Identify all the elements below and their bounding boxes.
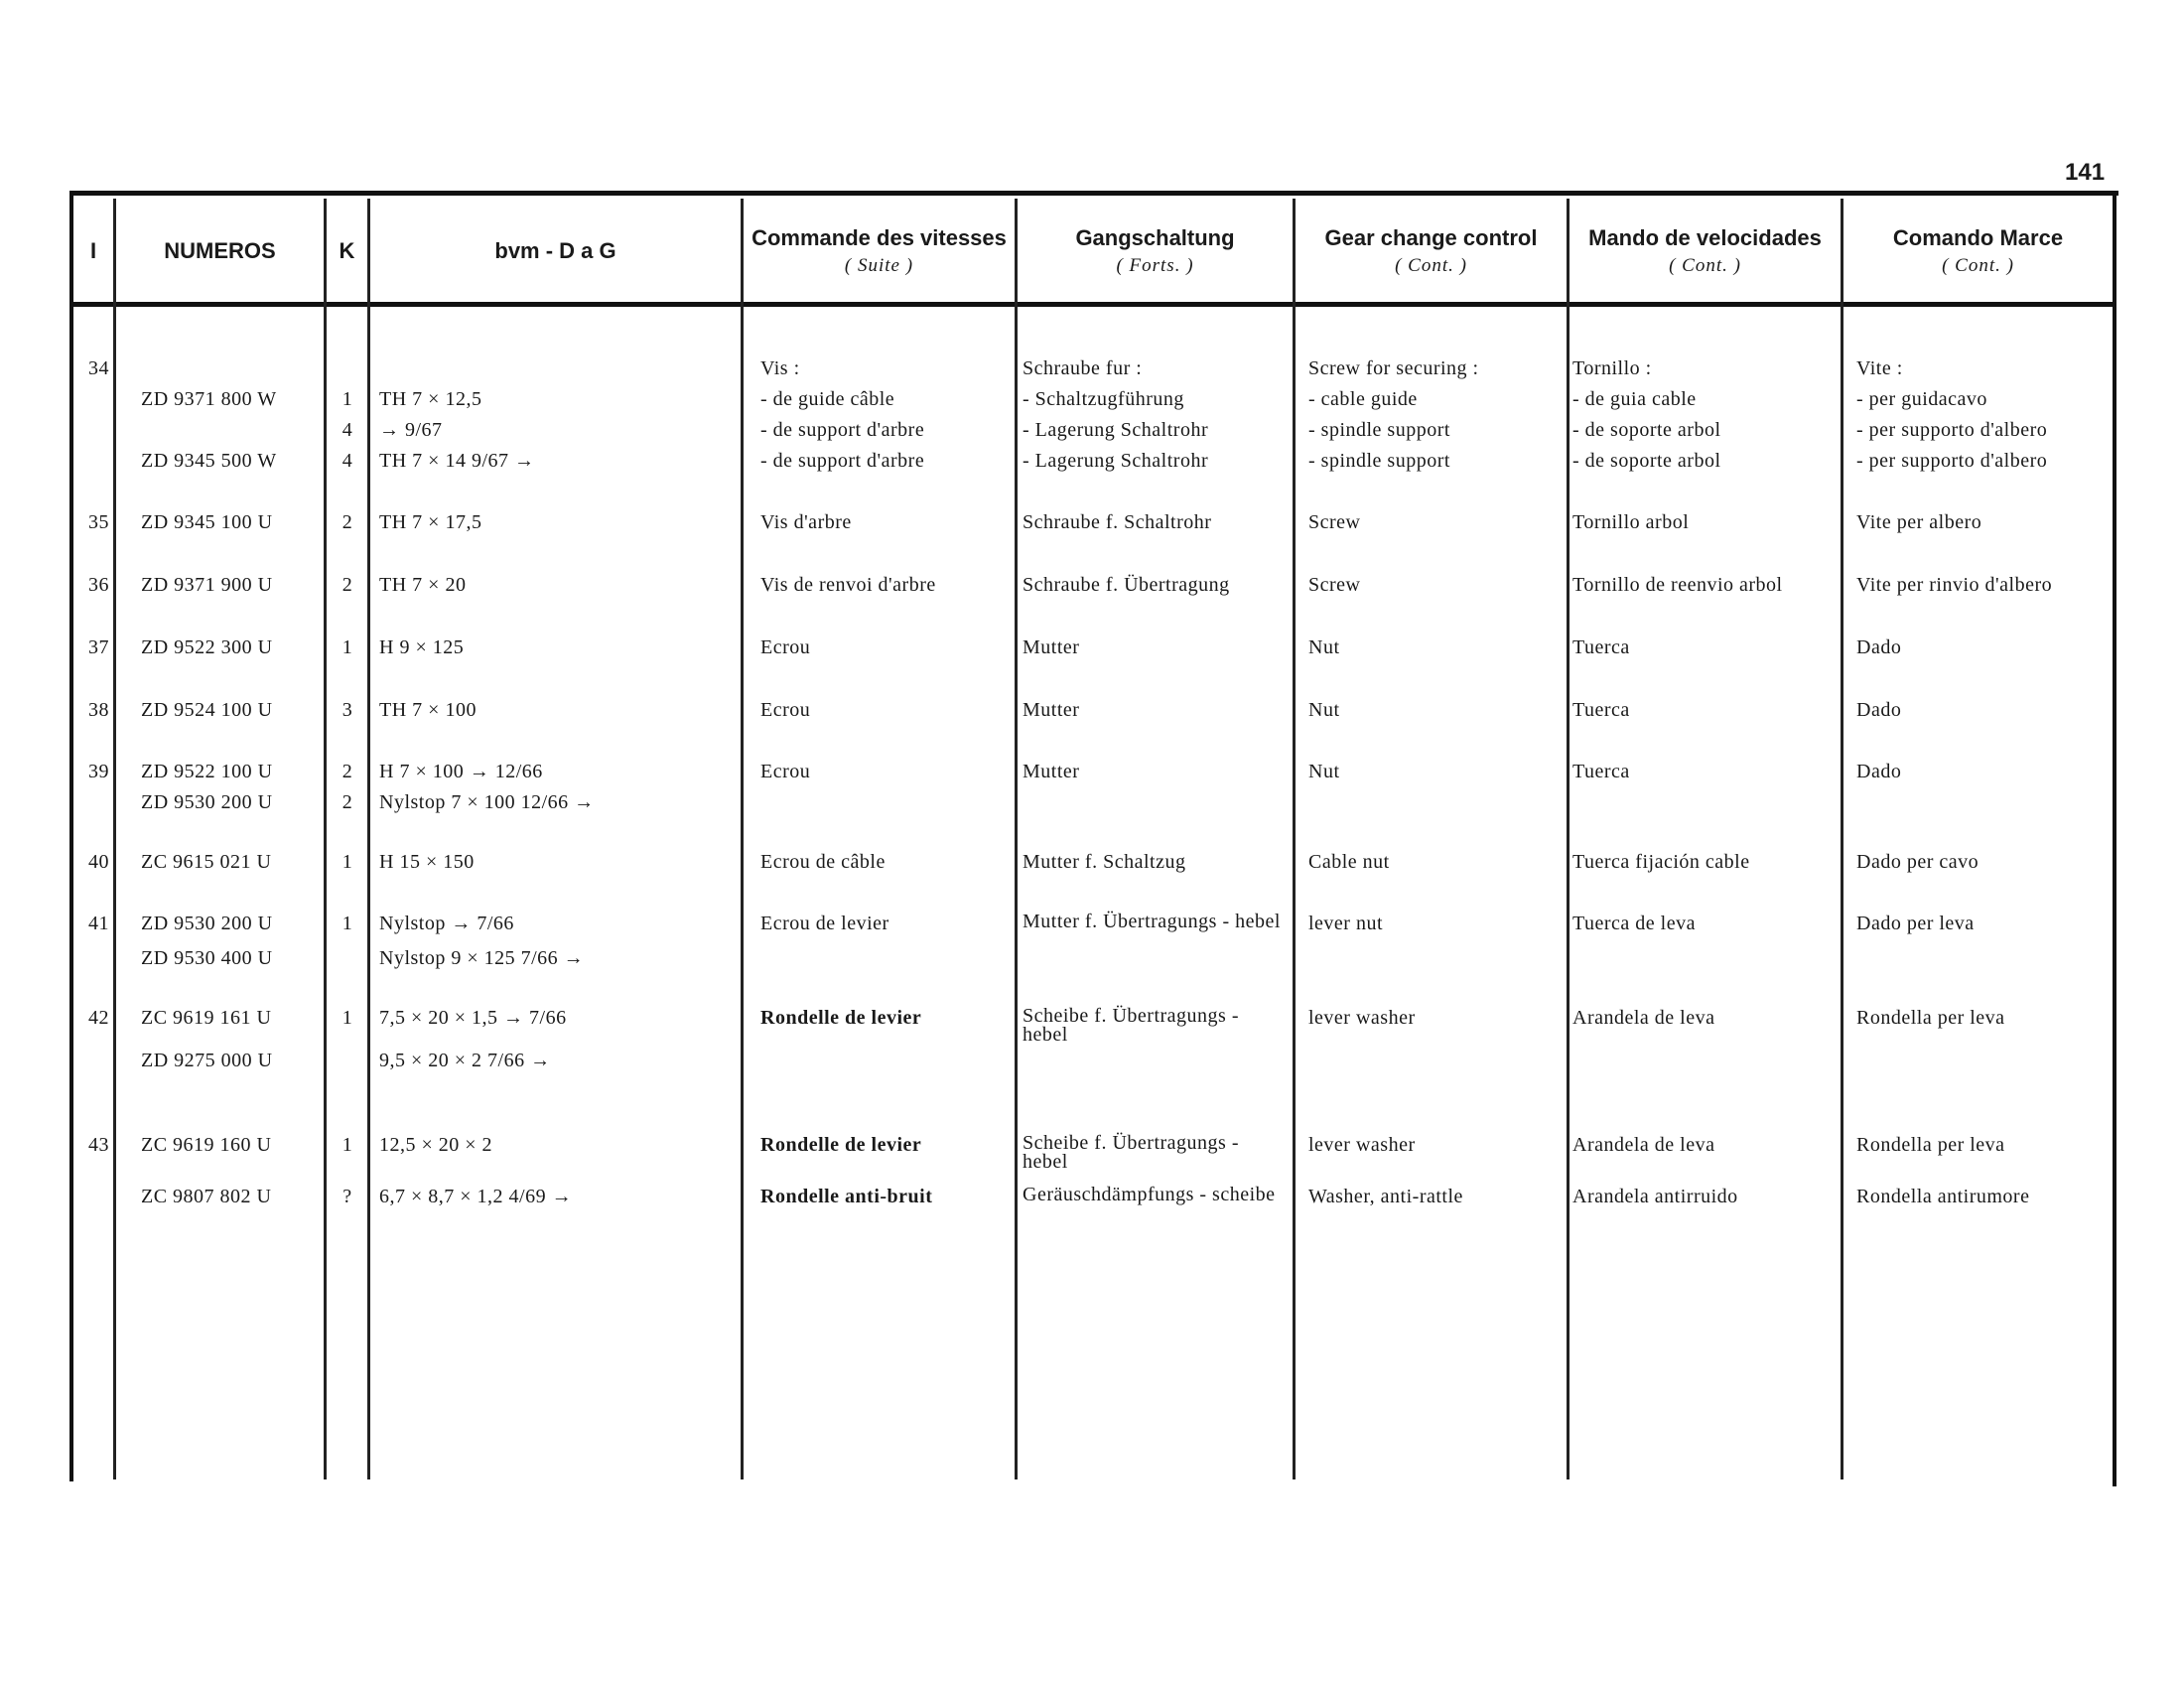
gearbox-spec: 6,7 × 8,7 × 1,2 4/69 → bbox=[379, 1186, 573, 1207]
header-index-label: I bbox=[89, 237, 97, 263]
part-number: ZD 9522 300 U bbox=[141, 636, 273, 658]
header-bvm bbox=[370, 204, 741, 298]
description-it: Rondella per leva bbox=[1856, 1134, 2005, 1156]
col-divider bbox=[1293, 199, 1296, 1479]
description-de: - Schaltzugführung bbox=[1023, 388, 1184, 410]
description-es: Tornillo de reenvio arbol bbox=[1572, 574, 1783, 596]
row-index: 34 bbox=[88, 357, 109, 379]
description-en: - cable guide bbox=[1308, 388, 1418, 410]
row-index: 39 bbox=[88, 761, 109, 782]
quantity: 1 bbox=[341, 913, 353, 934]
part-number: ZD 9530 200 U bbox=[141, 791, 273, 813]
description-fr: Ecrou de câble bbox=[760, 851, 886, 873]
description-en: - spindle support bbox=[1308, 450, 1450, 472]
col-divider bbox=[113, 199, 116, 1479]
quantity: 1 bbox=[341, 851, 353, 873]
description-es: Tornillo : bbox=[1572, 357, 1652, 379]
header-bvm-label: bvm - D a G bbox=[494, 237, 616, 263]
header-it-title: Comando Marce bbox=[1892, 224, 2064, 250]
description-es: Tuerca fijación cable bbox=[1572, 851, 1750, 873]
row-index: 35 bbox=[88, 511, 109, 533]
col-divider bbox=[1015, 199, 1018, 1479]
quantity: 1 bbox=[341, 636, 353, 658]
row-index: 40 bbox=[88, 851, 109, 873]
row-index: 36 bbox=[88, 574, 109, 596]
description-fr: - de support d'arbre bbox=[760, 419, 925, 441]
header-fr-sub: ( Suite ) bbox=[844, 254, 914, 276]
part-number: ZC 9807 802 U bbox=[141, 1186, 272, 1207]
description-it: Dado bbox=[1856, 636, 1902, 658]
description-en: lever washer bbox=[1308, 1007, 1416, 1029]
description-en: Cable nut bbox=[1308, 851, 1390, 873]
description-en: lever nut bbox=[1308, 913, 1384, 934]
quantity: 2 bbox=[341, 791, 353, 813]
header-es-title: Mando de velocidades bbox=[1588, 224, 1822, 250]
description-it: Dado bbox=[1856, 761, 1902, 782]
description-fr: Ecrou bbox=[760, 699, 811, 721]
description-es: Tuerca de leva bbox=[1572, 913, 1696, 934]
gearbox-spec: TH 7 × 100 bbox=[379, 699, 477, 721]
description-en: lever washer bbox=[1308, 1134, 1416, 1156]
part-number: ZD 9345 100 U bbox=[141, 511, 273, 533]
description-it: - per supporto d'albero bbox=[1856, 450, 2048, 472]
description-it: Dado per leva bbox=[1856, 913, 1975, 934]
description-de: Mutter f. Schaltzug bbox=[1023, 851, 1186, 873]
description-de: Schraube f. Schaltrohr bbox=[1023, 511, 1212, 533]
description-it: Dado bbox=[1856, 699, 1902, 721]
description-de: Scheibe f. Übertragungs - hebel bbox=[1023, 1005, 1239, 1046]
header-de-sub: ( Forts. ) bbox=[1116, 254, 1194, 276]
row-index: 41 bbox=[88, 913, 109, 934]
description-fr: Rondelle de levier bbox=[760, 1134, 922, 1156]
gearbox-spec: 12,5 × 20 × 2 bbox=[379, 1134, 493, 1156]
part-number: ZD 9522 100 U bbox=[141, 761, 273, 782]
header-es-sub: ( Cont. ) bbox=[1669, 254, 1741, 276]
gearbox-spec: H 7 × 100 → 12/66 bbox=[379, 761, 543, 782]
part-number: ZD 9530 400 U bbox=[141, 947, 273, 969]
quantity: 1 bbox=[341, 388, 353, 410]
description-es: Arandela antirruido bbox=[1572, 1186, 1738, 1207]
description-it: Vite per rinvio d'albero bbox=[1856, 574, 2053, 596]
col-divider bbox=[324, 199, 327, 1479]
description-de: Schraube f. Übertragung bbox=[1023, 574, 1230, 596]
description-fr: Ecrou de levier bbox=[760, 913, 889, 934]
description-es: Tuerca bbox=[1572, 636, 1630, 658]
description-en: Washer, anti-rattle bbox=[1308, 1186, 1463, 1207]
part-number: ZD 9524 100 U bbox=[141, 699, 273, 721]
header-es bbox=[1570, 204, 1841, 298]
gearbox-spec: TH 7 × 14 9/67 → bbox=[379, 450, 535, 472]
header-it-sub: ( Cont. ) bbox=[1942, 254, 2014, 276]
quantity: 2 bbox=[341, 511, 353, 533]
description-it: Vite : bbox=[1856, 357, 1903, 379]
description-de: Mutter f. Übertragungs - hebel bbox=[1023, 911, 1281, 932]
header-fr-title: Commande des vitesses bbox=[751, 224, 1007, 250]
quantity: 4 bbox=[341, 419, 353, 441]
col-divider bbox=[741, 199, 744, 1479]
part-number: ZC 9619 161 U bbox=[141, 1007, 272, 1029]
col-divider bbox=[367, 199, 370, 1479]
description-fr: Rondelle anti-bruit bbox=[760, 1186, 933, 1207]
description-de: Mutter bbox=[1023, 761, 1080, 782]
gearbox-spec: H 9 × 125 bbox=[379, 636, 465, 658]
table-frame-left bbox=[69, 191, 73, 1481]
description-it: Rondella per leva bbox=[1856, 1007, 2005, 1029]
header-index bbox=[73, 204, 113, 298]
table-frame-top bbox=[69, 191, 2118, 196]
header-k bbox=[327, 204, 367, 298]
description-en: Nut bbox=[1308, 636, 1340, 658]
description-de: Schraube fur : bbox=[1023, 357, 1143, 379]
header-en-title: Gear change control bbox=[1324, 224, 1538, 250]
header-k-label: K bbox=[339, 237, 355, 263]
table-frame-right bbox=[2113, 191, 2116, 1486]
row-index: 43 bbox=[88, 1134, 109, 1156]
description-de: Geräuschdämpfungs - scheibe bbox=[1023, 1184, 1276, 1205]
description-it: Dado per cavo bbox=[1856, 851, 1979, 873]
quantity: 2 bbox=[341, 761, 353, 782]
gearbox-spec: Nylstop 9 × 125 7/66 → bbox=[379, 947, 585, 969]
description-fr: Ecrou bbox=[760, 761, 811, 782]
header-rule bbox=[73, 302, 2116, 307]
description-fr: Vis : bbox=[760, 357, 800, 379]
gearbox-spec: H 15 × 150 bbox=[379, 851, 475, 873]
description-fr: - de guide câble bbox=[760, 388, 895, 410]
row-index: 42 bbox=[88, 1007, 109, 1029]
row-index: 37 bbox=[88, 636, 109, 658]
part-number: ZD 9371 900 U bbox=[141, 574, 273, 596]
header-de bbox=[1018, 204, 1293, 298]
gearbox-spec: → 9/67 bbox=[379, 419, 443, 441]
description-en: Nut bbox=[1308, 699, 1340, 721]
gearbox-spec: 9,5 × 20 × 2 7/66 → bbox=[379, 1050, 551, 1071]
description-es: Tornillo arbol bbox=[1572, 511, 1690, 533]
description-de: Mutter bbox=[1023, 699, 1080, 721]
header-de-title: Gangschaltung bbox=[1075, 224, 1235, 250]
description-fr: Vis de renvoi d'arbre bbox=[760, 574, 936, 596]
quantity: ? bbox=[342, 1186, 352, 1207]
description-it: Rondella antirumore bbox=[1856, 1186, 2030, 1207]
gearbox-spec: Nylstop → 7/66 bbox=[379, 913, 514, 934]
description-en: Screw for securing : bbox=[1308, 357, 1479, 379]
description-es: Tuerca bbox=[1572, 761, 1630, 782]
description-it: - per guidacavo bbox=[1856, 388, 1987, 410]
part-number: ZC 9619 160 U bbox=[141, 1134, 272, 1156]
description-de: Scheibe f. Übertragungs - hebel bbox=[1023, 1132, 1239, 1173]
header-en-sub: ( Cont. ) bbox=[1395, 254, 1467, 276]
description-de: - Lagerung Schaltrohr bbox=[1023, 450, 1209, 472]
header-numeros bbox=[116, 204, 324, 298]
description-it: - per supporto d'albero bbox=[1856, 419, 2048, 441]
gearbox-spec: TH 7 × 17,5 bbox=[379, 511, 482, 533]
header-en bbox=[1296, 204, 1567, 298]
description-de: Mutter bbox=[1023, 636, 1080, 658]
row-index: 38 bbox=[88, 699, 109, 721]
quantity: 1 bbox=[341, 1134, 353, 1156]
description-en: Screw bbox=[1308, 511, 1361, 533]
part-number: ZD 9275 000 U bbox=[141, 1050, 273, 1071]
description-es: Tuerca bbox=[1572, 699, 1630, 721]
quantity: 4 bbox=[341, 450, 353, 472]
description-es: - de soporte arbol bbox=[1572, 450, 1721, 472]
col-divider bbox=[1567, 199, 1570, 1479]
quantity: 2 bbox=[341, 574, 353, 596]
description-en: Nut bbox=[1308, 761, 1340, 782]
description-es: - de soporte arbol bbox=[1572, 419, 1721, 441]
gearbox-spec: 7,5 × 20 × 1,5 → 7/66 bbox=[379, 1007, 567, 1029]
gearbox-spec: Nylstop 7 × 100 12/66 → bbox=[379, 791, 595, 813]
part-number: ZD 9530 200 U bbox=[141, 913, 273, 934]
header-fr bbox=[744, 204, 1015, 298]
header-numeros-label: NUMEROS bbox=[164, 237, 276, 263]
description-en: - spindle support bbox=[1308, 419, 1450, 441]
part-number: ZD 9371 800 W bbox=[141, 388, 277, 410]
page-number: 141 bbox=[2065, 159, 2106, 186]
description-fr: - de support d'arbre bbox=[760, 450, 925, 472]
description-de: - Lagerung Schaltrohr bbox=[1023, 419, 1209, 441]
header-it bbox=[1843, 204, 2113, 298]
gearbox-spec: TH 7 × 20 bbox=[379, 574, 467, 596]
gearbox-spec: TH 7 × 12,5 bbox=[379, 388, 482, 410]
description-fr: Rondelle de levier bbox=[760, 1007, 922, 1029]
description-es: - de guia cable bbox=[1572, 388, 1697, 410]
description-fr: Ecrou bbox=[760, 636, 811, 658]
description-es: Arandela de leva bbox=[1572, 1007, 1715, 1029]
part-number: ZC 9615 021 U bbox=[141, 851, 272, 873]
description-en: Screw bbox=[1308, 574, 1361, 596]
col-divider bbox=[1841, 199, 1843, 1479]
description-it: Vite per albero bbox=[1856, 511, 1982, 533]
description-fr: Vis d'arbre bbox=[760, 511, 852, 533]
description-es: Arandela de leva bbox=[1572, 1134, 1715, 1156]
part-number: ZD 9345 500 W bbox=[141, 450, 277, 472]
quantity: 3 bbox=[341, 699, 353, 721]
quantity: 1 bbox=[341, 1007, 353, 1029]
